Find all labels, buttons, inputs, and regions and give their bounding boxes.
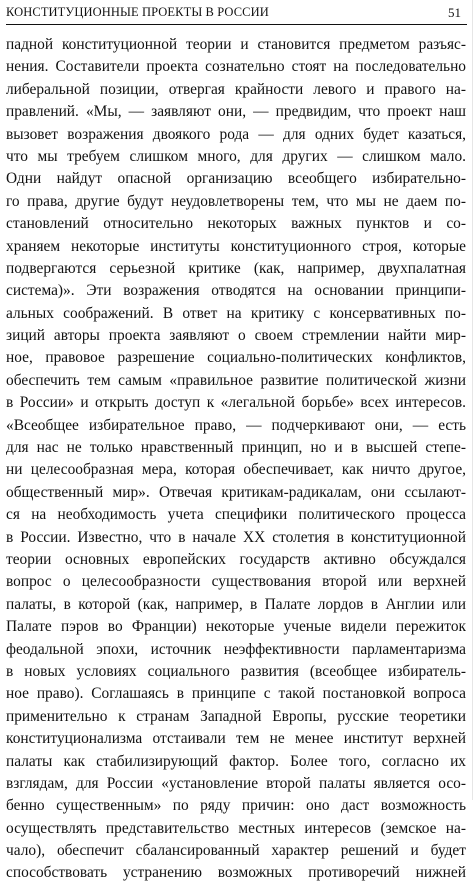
page-number: 51 bbox=[448, 5, 461, 20]
text-line: в новых условиях социального развития (всеобщее избиратель- bbox=[6, 662, 466, 680]
running-head: КОНСТИТУЦИОННЫЕ ПРОЕКТЫ В РОССИИ bbox=[6, 5, 269, 19]
text-line: для нас не только нравственный принцип, но и в высшей степе- bbox=[6, 439, 466, 457]
text-line: правлений. «Мы, — заявляют они, — предвидим, что проект наш bbox=[6, 103, 466, 121]
text-line: бенно существенным» по ряду причин: оно даст возможность bbox=[6, 797, 466, 815]
page-header bbox=[6, 0, 467, 25]
text-line: теории основных европейских государств активно обсуждался bbox=[6, 550, 466, 568]
text-line: вопрос о целесообразности существования второй или верхней bbox=[6, 573, 466, 591]
text-line: падной конституционной теории и становится предметом разъяс- bbox=[6, 36, 466, 53]
text-line: применительно к странам Западной Европы, русские теоретики bbox=[6, 707, 466, 725]
text-line: взглядам, для России «установление второй палаты является осо- bbox=[6, 774, 466, 792]
text-line: ное, правовое разрешение социально-политических конфликтов, bbox=[6, 349, 466, 367]
text-line: го права, другие будут неудовлетворены тем, что мы не даем по- bbox=[6, 192, 466, 210]
text-line: чало), обеспечит сбалансированный характер решений и будет bbox=[6, 842, 466, 860]
text-line: палаты как стабилизирующий фактор. Более того, согласно их bbox=[6, 752, 466, 770]
text-line: «Всеобщее избирательное право, — подчеркивают они, — есть bbox=[6, 416, 466, 434]
text-line: альных соображений. В ответ на критику с консервативных по- bbox=[6, 304, 466, 322]
text-line: система)». Эти возражения отводятся на основании принципи- bbox=[6, 282, 466, 300]
text-line: становлений относительно некоторых важных пунктов и со- bbox=[6, 215, 466, 233]
text-line: зиций авторы проекта заявляют о своем стремлении найти мир- bbox=[6, 327, 466, 345]
text-line: в России» и открыть доступ к «легальной борьбе» всех интересов. bbox=[6, 394, 466, 412]
text-line: вызовет возражения двоякого рода — для одних будет казаться, bbox=[6, 125, 466, 143]
text-line: что мы требуем слишком много, для других — слишком мало. bbox=[6, 147, 466, 165]
text-line: конституционализма отстаивали тем не менее институт верхней bbox=[6, 730, 466, 748]
text-line: осуществлять представительство местных интересов (земское на- bbox=[6, 819, 466, 837]
text-line: ное право). Соглашаясь в принципе с такой постановкой вопроса bbox=[6, 685, 466, 703]
text-line: в России. Известно, что в начале XX столетия в конституционной bbox=[6, 528, 466, 546]
text-line: нения. Составители проекта сознательно стоят на последовательно bbox=[6, 58, 466, 76]
text-line: храняем некоторые институты конституционного строя, которые bbox=[6, 237, 466, 255]
text-line: подвергаются серьезной критике (как, например, двухпалатная bbox=[6, 259, 466, 277]
text-line: способствовать устранению возможных противоречий нижней bbox=[6, 864, 466, 882]
text-line: палаты, в которой (как, например, в Палате лордов в Англии или bbox=[6, 595, 466, 613]
text-line: общественный мир». Отвечая критикам-радикалам, они ссылают- bbox=[6, 483, 466, 501]
text-line: либеральной позиции, отвергая крайности левого и правого на- bbox=[6, 80, 466, 98]
body-text bbox=[6, 34, 466, 885]
text-line: Палате пэров во Франции) некоторые ученые видели пережиток bbox=[6, 618, 466, 636]
text-line: обеспечить тем самым «правильное развитие политической жизни bbox=[6, 371, 466, 389]
text-line: Одни найдут опасной организацию всеобщего избирательно- bbox=[6, 170, 466, 188]
text-line: ни целесообразная мера, которая обеспечивает, как ничто другое, bbox=[6, 461, 466, 479]
text-line: ся на необходимость учета специфики политического процесса bbox=[6, 506, 466, 524]
text-line: феодальной эпохи, источник неэффективности парламентаризма bbox=[6, 640, 466, 658]
